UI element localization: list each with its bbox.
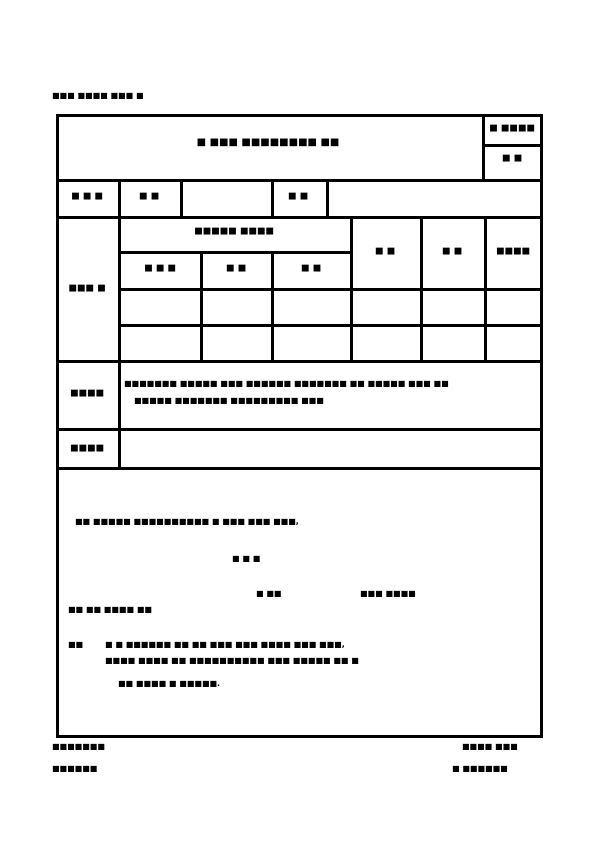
stamp-bottom-label: ■ ■ [501, 153, 523, 164]
reason-line-1: ■■■■■■■ ■■■■■ ■■■ ■■■■■■ ■■■■■■■ ■■ ■■■■■ ■■■ ■■ [124, 379, 449, 388]
row1-field-b-value[interactable] [329, 182, 540, 216]
footer-left-bottom: ■■■■■■ [52, 764, 98, 773]
note-line-1: ■ ■ ■■■■■■ ■■ ■■ ■■■ ■■■ ■■■■ ■■■ ■■■, [105, 640, 345, 649]
footer-right-top: ■■■■ ■■■ [462, 742, 518, 751]
reason-line-2: ■■■■■ ■■■■■■■ ■■■■■■■■■ ■■■ [134, 396, 324, 405]
items-subheader-2: ■ ■ [225, 263, 247, 274]
items-subheader-3: ■ ■ [300, 263, 322, 274]
items-subheader-1: ■ ■ ■ [144, 263, 176, 274]
items-right-header-1: ■ ■ [374, 246, 396, 257]
row1-field-a-value[interactable] [183, 182, 271, 216]
applicant-sign: ■■■ ■■■■ [360, 589, 416, 598]
recipient-line: ■■ ■■ ■■■■ ■■ [68, 605, 152, 614]
form-number: ■■■ ■■■■ ■■■ ■ [52, 91, 144, 100]
row1-label: ■ ■ ■ [71, 191, 103, 202]
row1-field-a-label: ■ ■ [138, 191, 160, 202]
footer-right-bottom: ■ ■■■■■■ [452, 764, 508, 773]
reason-label: ■■■■ [69, 388, 105, 399]
row1-field-b-label: ■ ■ [287, 191, 309, 202]
items-right-header-3: ■■■■ [495, 246, 531, 257]
footer-left-top: ■■■■■■■ [52, 742, 105, 751]
items-side-label: ■■■ ■ [68, 283, 106, 294]
statement-text: ■■ ■■■■■ ■■■■■■■■■■ ■ ■■■ ■■■ ■■■, [75, 517, 299, 526]
items-group-header: ■■■■■ ■■■■ [194, 226, 274, 237]
remarks-label: ■■■■ [69, 443, 105, 454]
items-right-header-2: ■ ■ [441, 246, 463, 257]
note-line-2: ■■■■ ■■■■ ■■ ■■■■■■■■■■ ■■■ ■■■■■ ■■ ■ [105, 656, 359, 665]
note-line-3: ■■ ■■■■ ■ ■■■■■. [118, 679, 221, 688]
date-line: ■ ■ ■ [232, 554, 261, 563]
applicant-label: ■ ■■ [256, 589, 282, 598]
stamp-top-label: ■ ■■■■ [489, 123, 535, 134]
note-label: ■■ [68, 640, 84, 649]
form-title: ■ ■■■ ■■■■■■■■ ■■ [196, 137, 340, 148]
remarks-field[interactable] [121, 431, 540, 467]
